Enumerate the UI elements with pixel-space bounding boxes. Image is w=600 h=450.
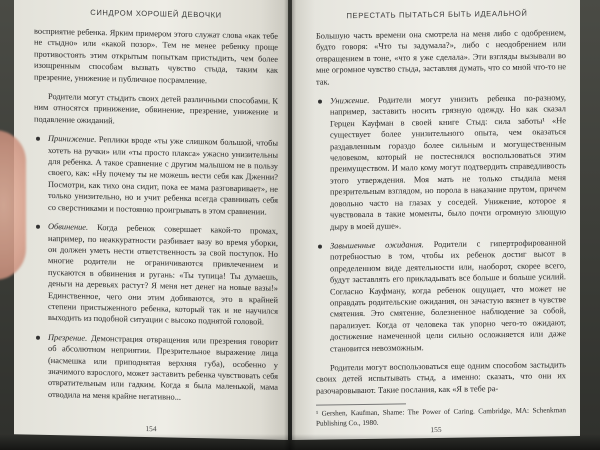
shaming-methods-list: [34, 133, 278, 405]
bottom-shadow: [0, 434, 600, 450]
list-item-text: Демонстрация отвращения или презрения говорит об абсолютном неприятии. Презрительное выражение лица (насмешка или приподнятая верхняя губа), особенно у значимого взрослого, может заставить ребенка чувствовать себя отвратительным или гадким. Когда я была маленькой, мама отводила на меня крайне негативно...: [48, 333, 278, 402]
list-item-term: Обвинение.: [48, 222, 89, 232]
paragraph-intro: Родители могут стыдить своих детей различными способами. К ним относятся принижение, обвинение, презрение, унижение и подавление ожиданий.: [34, 92, 278, 126]
bullet-icon: [318, 244, 322, 248]
bullet-icon: [36, 137, 40, 141]
thumb-holding-page: [0, 130, 26, 280]
running-head-left: СИНДРОМ ХОРОШЕЙ ДЕВОЧКИ: [90, 7, 222, 20]
bullet-icon: [36, 225, 40, 229]
list-item-term: Принижение.: [48, 134, 97, 145]
list-item: [34, 133, 278, 218]
paragraph-end: Родители могут воспользоваться еще одним способом застыдить своих детей испытывать стыд, а именно: сказать, что они их разочаровывают. Такие послания, как «Я в тебе ра-: [316, 360, 566, 396]
page-number-left: 154: [145, 424, 157, 434]
list-item: [316, 92, 566, 232]
page-number-right: 155: [430, 424, 442, 435]
bullet-icon: [318, 100, 322, 104]
left-page: [14, 0, 288, 440]
running-head-right: ПЕРЕСТАТЬ ПЫТАТЬСЯ БЫТЬ ИДЕАЛЬНОЙ: [346, 8, 528, 21]
list-item: [34, 331, 278, 405]
shaming-methods-list: [316, 92, 566, 354]
list-item-term: Завышенные ожидания.: [330, 240, 424, 251]
list-item-text: Родители могут унизить ребенка по-разному, например, заставить носить грязную одежду. Но как сказал Герцен Кауфман в своей книге Стыд: сила заботы¹ «Не существует более унизительного опыта, чем оказаться раздавленным гораздо более сильным и могущественным человеком, который не постеснялся воспользоваться этим преимуществом. И мало кому могут подтвердить справедливость этого утверждения. Моя мать не только стыдила меня презрительным взглядом, но порола в наказание прутом, причем довольно часто на глазах у соседей. Унижение, которое я чувствовала в такие моменты, было почти огромную злющую дыру в моей душе».: [330, 93, 566, 231]
list-item-term: Презрение.: [48, 332, 88, 343]
list-item-term: Унижение.: [330, 95, 370, 106]
paragraph-continued: восприятие ребенка. Ярким примером этого служат слова «как тебе не стыдно» или «какой позор». Тем не менее ребенку проще противостоять этим открытым попыткам пристыдить, чем более изощренным способам вызвать чувство стыда, таким как презрение, унижение и публичное посрамление.: [34, 26, 278, 85]
bullet-icon: [36, 335, 40, 339]
footnote: ¹ Gershen, Kaufman, Shame: The Power of Caring. Cambridge, MA: Schenkman Publishing Co., 1980.: [316, 406, 566, 428]
list-item: [34, 221, 278, 329]
paragraph-continued: Большую часть времени она смотрела на меня либо с одобрением, будто говоря: «Что ты задумала?», либо с неодобрением или отвращением в тоне, «что я уже сделала». Эти взгляды вызывали во мне огромное чувство стыда, заставляя думать, что со мной что-то не так.: [316, 28, 566, 87]
right-page: [292, 0, 580, 440]
list-item: [316, 237, 566, 355]
list-item-text: Родители с гипертрофированной потребностью в том, чтобы их ребенок достиг высот в определенном виде деятельности или, наоборот, скорее всего, будут заставлять его прикладывать все больше и больше усилий. Согласно Кауфману, когда ребенок ощущает, что может не оправдать родительские ожидания, он зачастую вязнет в чувстве смятения. Это смятение, болезненное наблюдение за собой, парализует. Когда от человека так упорно чего-то ожидают, достижение намеченной цели сильно осложняется или даже становится невозможным.: [330, 238, 566, 354]
book-gutter: [284, 0, 296, 450]
list-item-text: Когда ребенок совершает какой-то промах, например, по неаккуратности разбивает вазу во время уборки, он должен уметь нести ответственность за свой поступок. Но многие родители не ограничиваются привлечением и пускаются в обвинения и ругань: «Ты тупица! Ты думаешь, деньги на деревьях растут? Я меня нет денег на новые вазы!» Единственное, чего они этим добиваются, это в крайней степени пристыженного ребенка, который так и не научился выходить из подобной ситуации с высоко поднятой головой.: [48, 222, 278, 327]
list-item-text: Реплики вроде «ты уже слишком большой, чтобы хотеть на ручки» или «ты просто плакса» ужасно унизительны для ребенка. А такое сравнение с другим малышом не в пользу своего, как: «Ну почему ты не можешь вести себя как Дженни? Посмотри, как тихо она сидит, пока ее мама разговаривает», не только унизительно, но и учит ребенка всегда сравнивать себя со сверстниками и постоянно проигрывать в этом сравнении.: [48, 135, 278, 217]
